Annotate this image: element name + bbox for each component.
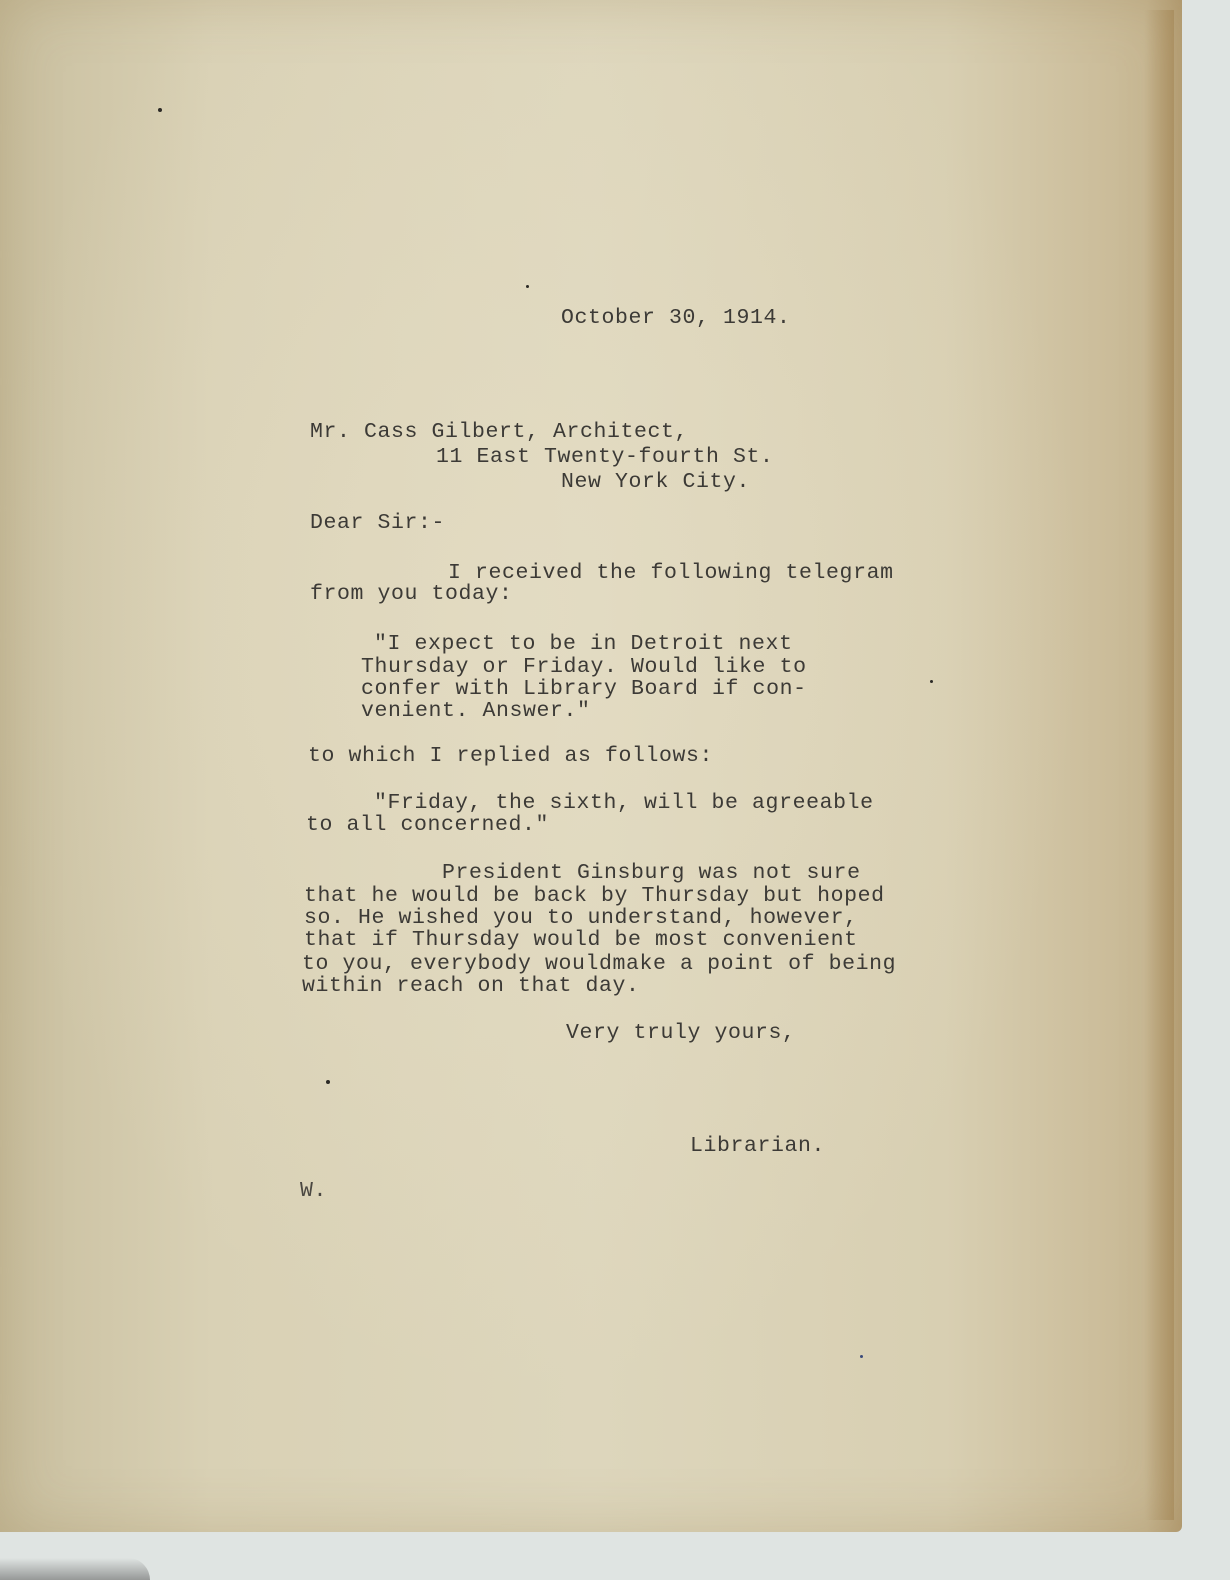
paragraph-line-4: that if Thursday would be most convenient bbox=[304, 928, 858, 952]
telegram-line-3: confer with Library Board if con- bbox=[361, 677, 807, 701]
paper-edge-stain bbox=[1144, 10, 1174, 1520]
intro-line-2: from you today: bbox=[310, 582, 513, 606]
ink-speck bbox=[326, 1080, 330, 1084]
ink-speck bbox=[158, 108, 162, 112]
paragraph-line-3: so. He wished you to understand, however, bbox=[304, 906, 858, 930]
paragraph-line-2: that he would be back by Thursday but hoped bbox=[304, 884, 885, 908]
closing: Very truly yours, bbox=[566, 1021, 796, 1045]
letter-date: October 30, 1914. bbox=[561, 306, 791, 330]
reply-line-2: to all concerned." bbox=[306, 813, 550, 837]
intro-line-1: I received the following telegram bbox=[448, 561, 894, 585]
telegram-line-1: "I expect to be in Detroit next bbox=[374, 632, 793, 656]
reply-intro: to which I replied as follows: bbox=[308, 744, 714, 768]
ink-speck bbox=[930, 680, 933, 683]
typist-initials: W. bbox=[300, 1179, 328, 1203]
paragraph-line-6: within reach on that day. bbox=[302, 974, 640, 998]
telegram-line-2: Thursday or Friday. Would like to bbox=[361, 655, 807, 679]
reply-line-1: "Friday, the sixth, will be agreeable bbox=[374, 791, 874, 815]
recipient-line-2: 11 East Twenty-fourth St. bbox=[436, 445, 774, 469]
telegram-line-4: venient. Answer." bbox=[361, 699, 591, 723]
recipient-line-3: New York City. bbox=[561, 470, 751, 494]
paragraph-line-5: to you, everybody wouldmake a point of being bbox=[302, 952, 897, 976]
salutation: Dear Sir:- bbox=[310, 511, 446, 535]
signature-title: Librarian. bbox=[690, 1134, 826, 1158]
ink-speck bbox=[526, 285, 529, 288]
paragraph-line-1: President Ginsburg was not sure bbox=[442, 861, 861, 885]
page-corner-shadow bbox=[0, 1558, 150, 1580]
ink-speck bbox=[860, 1355, 863, 1358]
recipient-line-1: Mr. Cass Gilbert, Architect, bbox=[310, 420, 689, 444]
